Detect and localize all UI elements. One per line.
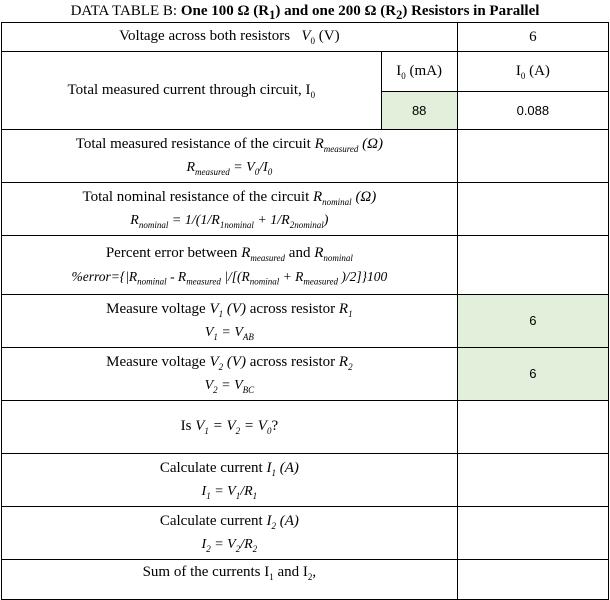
i1-label: Calculate current $I_1$ (A) $I_1 = V_1/R_1$ [2,454,458,507]
current-label: Total measured current through circuit, $I_0$ [2,52,382,130]
v2-label: Measure voltage $V_2$ (V) across resistor $R_2$ $V_2 = V_{BC}$ [2,348,458,401]
current-a-header: $I_0$ (A) [457,52,608,92]
nominal-resistance-label: Total nominal resistance of the circuit $R_{nominal}$ (Ω) $R_{nominal} = 1/(1/R_{1nominal} + 1/R_{2nominal})$ [2,183,458,236]
i1-formula: $I_1 = V_1/R_1$ [201,484,258,501]
table-row [2,130,609,183]
v1-formula: $V_1 = V_{AB}$ [204,325,254,342]
nominal-resistance-value[interactable] [457,183,608,236]
table-row [2,236,609,295]
equal-check-value[interactable] [457,401,608,454]
v2-value[interactable]: 6 [457,348,608,401]
v2-formula: $V_2 = V_{BC}$ [204,378,255,395]
i2-label: Calculate current $I_2$ (A) $I_2 = V_2/R_2$ [2,507,458,560]
table-title: DATA TABLE B: One 100 Ω $(R_1)$ and one 200 Ω $(R_2)$ Resistors in Parallel [70,3,540,22]
measured-resistance-label: Total measured resistance of the circuit $R_{measured}$ (Ω) $R_{measured} = V_0/I_0$ [2,130,458,183]
voltage-label: Voltage across both resistors $V_0$ (V) [2,23,458,52]
i2-value[interactable] [457,507,608,560]
table-row [2,23,609,52]
voltage-value[interactable]: 6 [457,23,608,52]
data-table [1,22,609,600]
current-ma-header: $I_0$ (mA) [381,52,457,92]
current-a-value[interactable]: 0.088 [457,92,608,130]
table-row [2,295,609,348]
table-row [2,348,609,401]
equal-check-label: Is $V_1 = V_2 = V_0$? [2,401,458,454]
measured-resistance-formula: $R_{measured} = V_0/I_0$ [186,160,273,177]
table-row [2,507,609,560]
percent-error-value[interactable] [457,236,608,295]
table-row [2,560,609,600]
table-row [2,183,609,236]
percent-error-formula: $\%error=\{|R_{nominal} - R_{measured}$ $|/[(R_{nominal} + R_{measured}$ )/2]}100 [71,268,388,287]
sum-value[interactable] [457,560,608,600]
current-ma-value[interactable]: 88 [381,92,457,130]
table-row [2,454,609,507]
i2-formula: $I_2 = V_2/R_2$ [201,537,258,554]
table-row [2,52,609,92]
i1-value[interactable] [457,454,608,507]
percent-error-label: Percent error between $R_{measured}$ and $R_{nominal}$ $\%error=\{|R_{nominal} - R_{measured}$ $|/[(R_{nominal} + R_{measured}$ )/2]}100 [2,236,458,295]
v1-value[interactable]: 6 [457,295,608,348]
table-row [2,401,609,454]
measured-resistance-value[interactable] [457,130,608,183]
sum-label: Sum of the currents $I_1$ and $I_2$, [2,560,458,600]
v1-label: Measure voltage $V_1$ (V) across resistor $R_1$ $V_1 = V_{AB}$ [2,295,458,348]
nominal-resistance-formula: $R_{nominal} = 1/(1/R_{1nominal} + 1/R_{2nominal})$ [130,213,329,230]
